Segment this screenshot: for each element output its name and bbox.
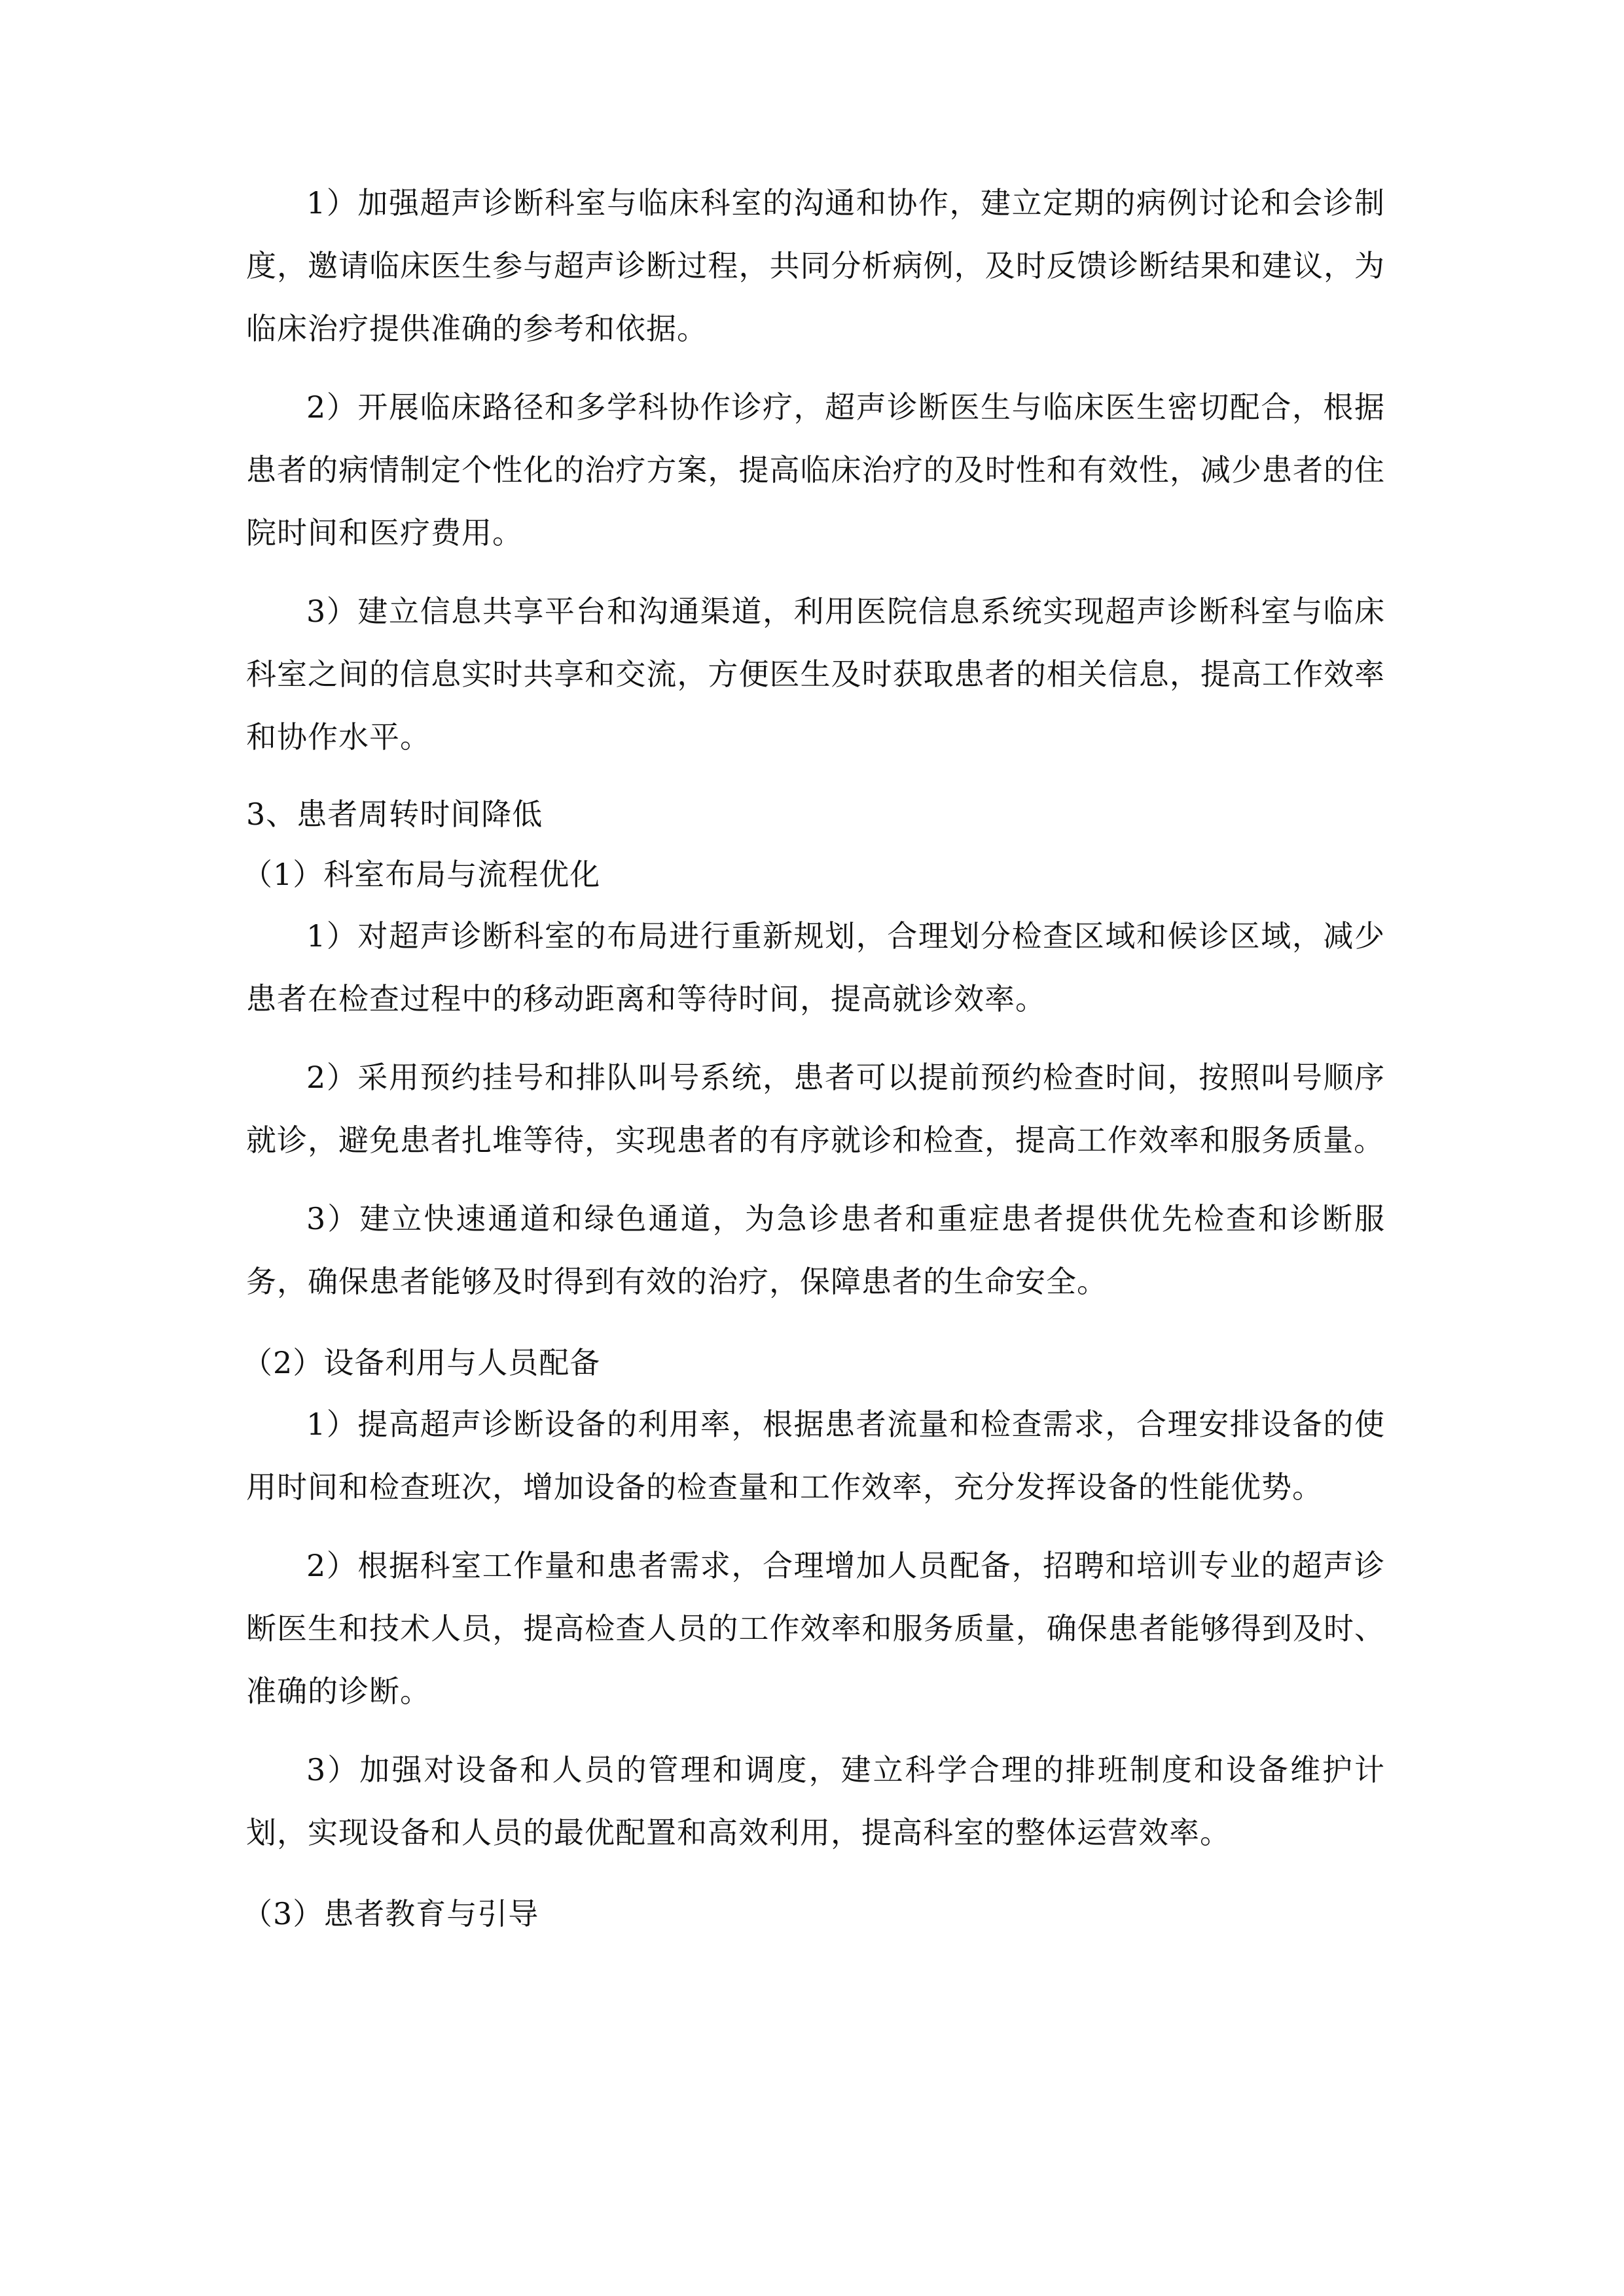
subsection-heading-education: （3）患者教育与引导 bbox=[242, 1896, 539, 1931]
document-body bbox=[242, 171, 1385, 1944]
paragraph-layout-3: 3）建立快速通道和绿色通道，为急诊患者和重症患者提供优先检查和诊断服务，确保患者能够及时得到有效的治疗，保障患者的生命安全。 bbox=[246, 1201, 1385, 1299]
section-heading-turnover: 3、患者周转时间降低 bbox=[246, 797, 543, 832]
paragraph-layout-1: 1）对超声诊断科室的布局进行重新规划，合理划分检查区域和候诊区域，减少患者在检查过程中的移动距离和等待时间，提高就诊效率。 bbox=[246, 918, 1385, 1016]
paragraph-equipment-2: 2）根据科室工作量和患者需求，合理增加人员配备，招聘和培训专业的超声诊断医生和技术人员，提高检查人员的工作效率和服务质量，确保患者能够得到及时、准确的诊断。 bbox=[246, 1548, 1385, 1709]
paragraph-collaboration-1: 1）加强超声诊断科室与临床科室的沟通和协作，建立定期的病例讨论和会诊制度，邀请临床医生参与超声诊断过程，共同分析病例，及时反馈诊断结果和建议，为临床治疗提供准确的参考和依据。 bbox=[246, 185, 1385, 346]
paragraph-collaboration-2: 2）开展临床路径和多学科协作诊疗，超声诊断医生与临床医生密切配合，根据患者的病情制定个性化的治疗方案，提高临床治疗的及时性和有效性，减少患者的住院时间和医疗费用。 bbox=[246, 389, 1385, 550]
paragraph-collaboration-3: 3）建立信息共享平台和沟通渠道，利用医院信息系统实现超声诊断科室与临床科室之间的信息实时共享和交流，方便医生及时获取患者的相关信息，提高工作效率和协作水平。 bbox=[246, 594, 1385, 755]
paragraph-equipment-3: 3）加强对设备和人员的管理和调度，建立科学合理的排班制度和设备维护计划，实现设备和人员的最优配置和高效利用，提高科室的整体运营效率。 bbox=[246, 1752, 1385, 1850]
subsection-heading-layout: （1）科室布局与流程优化 bbox=[242, 857, 601, 892]
paragraph-equipment-1: 1）提高超声诊断设备的利用率，根据患者流量和检查需求，合理安排设备的使用时间和检查班次，增加设备的检查量和工作效率，充分发挥设备的性能优势。 bbox=[246, 1407, 1385, 1505]
subsection-heading-equipment: （2）设备利用与人员配备 bbox=[242, 1345, 601, 1380]
paragraph-layout-2: 2）采用预约挂号和排队叫号系统，患者可以提前预约检查时间，按照叫号顺序就诊，避免患者扎堆等待，实现患者的有序就诊和检查，提高工作效率和服务质量。 bbox=[246, 1060, 1385, 1158]
